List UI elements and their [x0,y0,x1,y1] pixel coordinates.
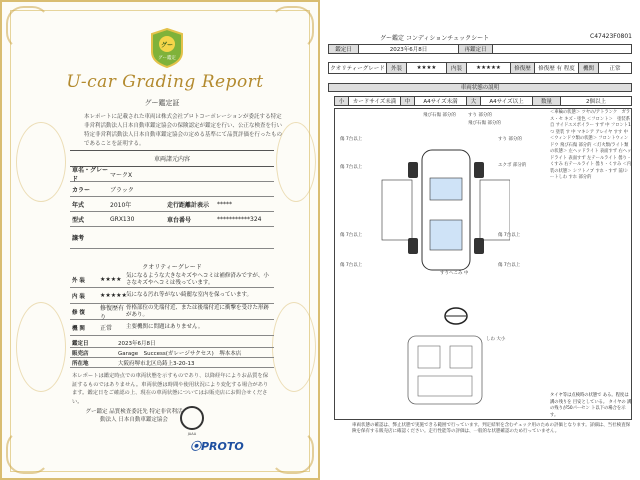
section-title: 車両状態の説明 [328,83,632,92]
ornament-left-swirl-low [16,302,66,392]
info-row-shop [70,348,274,358]
size-large-value: A4サイズ以上 [481,97,533,105]
spec-row-remarks [70,227,274,249]
spec-row-grade [70,167,274,182]
diagram-label: 傷 7台以上 [340,165,363,170]
quality-section-title: クオリティーグレード [142,264,202,271]
shop-value: Garage Success(ガレージサクセス) 堺本本店 [118,350,242,357]
goo-badge-logo [150,28,184,68]
ornament-bottom-right [270,430,314,474]
ornament-top-left [6,6,50,50]
svg-text:グー: グー [160,42,174,49]
diagram-label: 傷 7台以上 [340,263,363,268]
size-legend-row [334,96,632,106]
reinspect-value [493,45,631,53]
quality-label: 外 装 [72,277,85,284]
date-value: 2023年6月8日 [359,45,459,53]
quality-stars: ★★★★ [100,276,122,283]
spec-row-model [70,212,274,227]
info-row-date [70,338,274,348]
vehicle-spec-table [70,150,274,249]
int-label: 内装 [447,63,467,73]
diagram-label: 傷 7台以上 [498,263,521,268]
proto-logo [190,438,244,454]
diagram-label: すりへこみ 中 [440,271,469,276]
diagram-label: エクボ 部分的 [498,163,527,168]
quality-row-repair [70,304,274,320]
condition-legend: ＜車輪の状態＞ ツヤの/アトランク ガラス・セ キズ・塗色 ＜フロント＞ 塗装系 自 サイドエスポイラー すず 中 フロント1つ 塗装 す 中 マキシア アレイヤ すす 中 ＜ウィンドウ類の状態＞ フロントウィンドウ 飛び石傷 部分的 ＜灯火類/ライト類の状態＞ 左ヘッドライト 表面すず 右ヘッドライト 表面すず 左テールライト 曇り・くすみ 右テールライト 曇り・くすみ ＜内装の状態＞ シフトノブ すれ・すず 前/シートしわ すれ 部分的 [550,110,632,180]
vin-value: ***********324 [217,215,262,223]
sheet-quality-row [328,62,632,74]
model-label: 型式 [72,216,85,224]
quality-desc: 主要機関に問題はありません。 [126,324,204,330]
vehicle-section-title: 車両諸元内容 [70,151,274,167]
diagram-label: すり 部分的 [468,113,492,118]
diagram-label: 傷 7台以上 [340,233,363,238]
year-value: 2010年 [110,201,132,209]
sheet-date-row [328,44,632,54]
quality-stars: 修復歴有り [100,304,125,321]
jaaa-seal-icon [180,406,204,430]
sheet-footnote: 車両状態の確認は、弊止状態で実施できる範囲で行っています。判定結果を含むチェック用のための評価となります。詳細は、当社検査保険を保有する販売店に確認ください。走行性能等の評価は、一般的な状態確認のため行っていません。 [352,423,631,434]
size-mid-value: A4サイズ未満 [415,97,467,105]
color-value: ブラック [110,186,134,194]
spec-row-color [70,182,274,197]
ornament-left-swirl [16,122,66,202]
sheet-doc-id: C47423F0801 [590,33,632,40]
size-small-label: 小 [335,97,349,105]
info-row-address [70,358,274,368]
int-value: ★★★★★ [467,63,511,73]
ornament-top-right [270,6,314,50]
repair-value: 修復歴 有 程度 [535,63,579,73]
repair-label: 修復歴 [511,63,535,73]
diagram-label: しわ 大小 [486,337,506,342]
date-label: 鑑定日 [329,45,359,53]
year-label: 年式 [72,201,85,209]
vin-label: 車台番号 [167,216,192,224]
mileage-value: ***** [217,200,232,208]
mileage-label: 走行距離計表示 [167,201,210,209]
quality-stars: 正常 [100,325,113,332]
steering-wheel-icon [444,306,468,326]
qty-value: 2個以上 [586,99,606,105]
ext-label: 外装 [387,63,407,73]
quality-desc: 気になる汚れ等がない綺麗な室内を保っています。 [126,292,253,298]
diagram-label: すり 部分的 [498,137,522,142]
quality-desc: 骨格部位の先端付近、または後端付近に衝撃を受けた形跡があり。 [126,304,270,318]
size-mid-label: 中 [401,97,415,105]
ornament-bottom-left [6,430,50,474]
quality-label: 内 装 [72,293,85,300]
certificate-title: U-car Grading Report [66,72,264,92]
grade-label: 車名・グレード [72,167,109,183]
proto-brand: PROTO [201,440,244,453]
certificate-subtitle: グー鑑定証 [144,99,180,107]
shop-label: 販売店 [72,350,89,357]
reinspect-label: 再鑑定日 [459,45,493,53]
ornament-right-swirl-low [272,302,316,392]
sheet-title: グー鑑定 コンディションチェックシート [380,35,490,42]
date-label: 鑑定日 [72,340,89,347]
quality-row-exterior [70,272,274,288]
quality-label: 機 関 [72,325,85,332]
diagram-label: 飛び石傷 部分的 [423,113,456,118]
car-interior-diagram [400,330,490,410]
spec-row-year [70,197,274,212]
date-value: 2023年6月8日 [118,340,156,347]
grade-value: マークX [110,171,133,179]
condition-check-sheet [320,0,640,480]
car-top-view-diagram [380,140,510,280]
quality-desc: 気になるような大きなキズやヘコミは補修済みですが、小さなキズやヘコミは残っています。 [126,272,269,286]
quality-label: クオリティーグレード [329,63,387,73]
certificate-intro: 本レポートに記載された車両は株式会社プロトコーポレーションが委託する特定非営利活動法人日本自動車鑑定協会の保険認定が鑑定を行い、公正な検査を行い特定非営利活動法人日本自動車鑑定協会の定める基準にて品質評価を行ったものであることを証明する。 [84,114,283,147]
seal-label: JAAA [187,432,197,436]
svg-text:グー鑑定: グー鑑定 [158,56,176,61]
remarks-label: 譲考 [72,235,85,242]
engine-label: 機関 [579,63,599,73]
size-small-value: カードサイズ未満 [349,97,401,105]
size-large-label: 大 [467,97,481,105]
tire-note: タイヤ等は点検時の状態で ある。程度は溝の残りを 目安としている。 タイヤの 溝の残りが50パーセン ト以下の場合を示す。 [550,393,632,418]
model-value: GRX130 [110,215,135,223]
address-label: 所在地 [72,360,89,367]
issuer-name: グー鑑定 品質検査委託先 特定非営利活動法人 日本自動車鑑定協会 [85,409,183,423]
diagram-label: 飛び石傷 部分的 [468,121,501,126]
diagram-label: 傷 7台以上 [498,233,521,238]
info-row-spacer [70,328,274,338]
proto-mark-icon: ⦿ [190,440,201,453]
qty-label: 数量 [533,97,561,105]
quality-stars: ★★★★★ [100,292,127,299]
ext-value: ★★★★ [407,63,447,73]
engine-value: 正常 [609,66,621,72]
quality-label: 修 復 [72,309,85,316]
address-value: 大阪府堺市北区鳥鋳上3-20-13 [118,360,195,367]
diagram-label: 傷 7台以上 [340,137,363,142]
certificate-disclaimer: 本レポートは鑑定時点での車両状態を示すものであり、以降経年によりお品質を保証するものではありません。車両状態は時間や使用状況により変化する場合があります。鑑定日をご確認の上、現在の車両状態についてはお販売店にお問合せください。 [72,373,269,405]
color-label: カラー [72,186,91,194]
